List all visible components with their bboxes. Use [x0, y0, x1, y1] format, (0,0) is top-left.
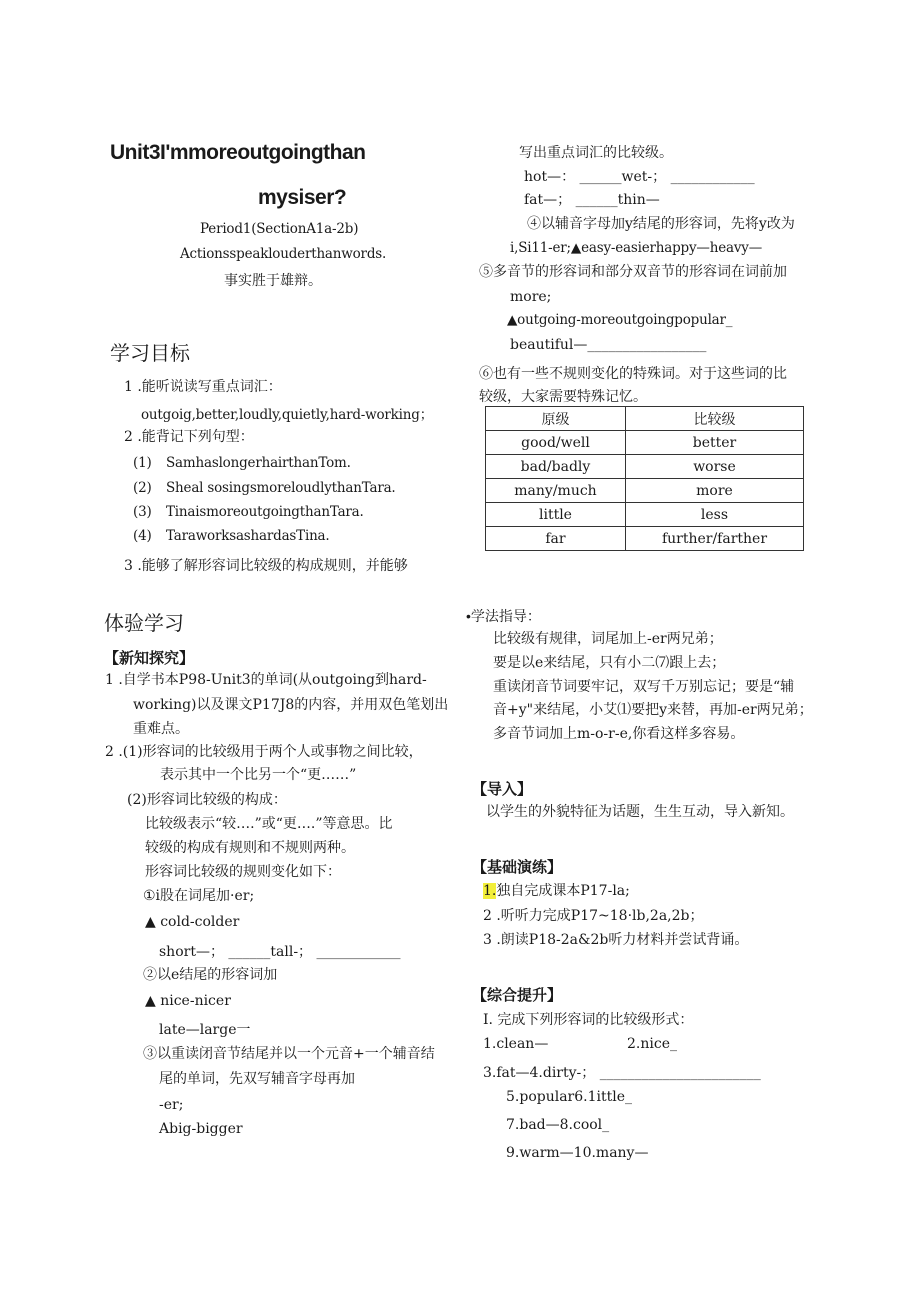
rule-text: ⑥也有一些不规则变化的特殊词。对于这些词的比	[479, 366, 787, 382]
exercise-item: 9.warm—10.many—	[506, 1145, 649, 1161]
table-row	[486, 527, 804, 551]
rule-text: ⑤多音节的形容词和部分双音节的形容词在词前加	[479, 264, 787, 280]
table-cell: better	[625, 431, 803, 455]
advanced-instructions: I. 完成下列形容词的比较级形式：	[483, 1012, 694, 1028]
sentence-text: Sheal sosingsmoreloudlythanTara.	[166, 480, 396, 496]
exercise-text: (2)形容词比较级的构成：	[127, 792, 287, 808]
intro-text: 以学生的外貌特征为话题，生生互动，导入新知。	[486, 804, 794, 820]
table-row	[486, 431, 804, 455]
sentence-number: (4)	[133, 528, 152, 544]
irregular-comparatives-table	[485, 406, 804, 551]
table-row	[486, 479, 804, 503]
exercise-text: 表示其中一个比另一个“更……”	[160, 767, 357, 783]
practice-item-text: 独自完成课本P17-la;	[496, 883, 630, 899]
practice-item: 3 .朗读P18-2a&2b听力材料并尝试背诵。	[483, 932, 749, 948]
sentence-text: SamhaslongerhairthanTom.	[166, 455, 351, 471]
exercise-text: 形容词比较级的规则变化如下：	[145, 864, 341, 880]
sentence-number: (1)	[133, 455, 152, 471]
goal-item-1: 1 .能听说读写重点词汇：	[124, 379, 282, 395]
rule-text: ②以e结尾的形容词加	[143, 967, 278, 983]
exercise-item: 7.bad—8.cool_	[506, 1117, 610, 1133]
exercise-text: 比较级表示“较….”或“更….”等意思。比	[145, 816, 393, 832]
exercise-item: 3.fat—4.dirty-； _______________________	[483, 1065, 761, 1081]
table-cell: little	[486, 503, 626, 527]
goal-vocabulary: outgoig,better,loudly,quietly,hard-working；	[141, 407, 434, 423]
sentence-number: (2)	[133, 480, 152, 496]
rule-example: ▲outgoing-moreoutgoingpopular_	[507, 312, 733, 328]
proverb-chinese: 事实胜于雄辩。	[224, 273, 322, 289]
intro-heading: 【导入】	[472, 781, 533, 798]
method-line: 比较级有规律，词尾加上-er两兄弟；	[493, 631, 723, 647]
fill-blank: beautiful—_________________	[510, 337, 707, 353]
rule-text: 较级，大家需要特殊记忆。	[479, 389, 647, 405]
table-cell: bad/badly	[486, 455, 626, 479]
experience-heading: 体验学习	[104, 613, 184, 635]
goals-heading: 学习目标	[110, 343, 190, 365]
sentence-text: TaraworksashardasTina.	[166, 528, 330, 544]
exercise-text: 2 .(1)形容词的比较级用于两个人或事物之间比较，	[105, 744, 423, 760]
method-line: 重读闭音节词要牢记，双写千万别忘记；要是“辅	[493, 679, 795, 695]
rule-text: 尾的单词，先双写辅音字母再加	[159, 1071, 355, 1087]
rule-example: Abig-bigger	[159, 1121, 243, 1137]
table-header: 原级	[486, 407, 626, 431]
table-cell: many/much	[486, 479, 626, 503]
new-knowledge-heading: 【新知探究】	[104, 650, 195, 667]
basic-practice-heading: 【基础演练】	[472, 859, 563, 876]
method-heading: •学法指导：	[466, 608, 541, 624]
table-cell: worse	[625, 455, 803, 479]
exercise-text: working)以及课文P17J8的内容，并用双色笔划出	[133, 697, 449, 713]
period-label: Period1(SectionA1a-2b)	[200, 221, 359, 237]
sentence-number: (3)	[133, 504, 152, 520]
sentence-text: TinaismoreoutgoingthanTara.	[166, 504, 364, 520]
method-line: 要是以e来结尾，只有小二⑺跟上去；	[493, 655, 726, 671]
table-header-row	[486, 407, 804, 431]
goal-item-2: 2 .能背记下列句型：	[124, 429, 254, 445]
table-row	[486, 503, 804, 527]
exercise-text: 重难点。	[133, 721, 189, 737]
rule-text: more;	[510, 289, 552, 305]
table-cell: further/farther	[625, 527, 803, 551]
exercise-item: 2.nice_	[627, 1036, 677, 1052]
page-title: Unit3I'mmoreoutgoingthan	[110, 141, 366, 164]
table-cell: less	[625, 503, 803, 527]
rule-text: -er;	[159, 1097, 184, 1113]
table-cell: more	[625, 479, 803, 503]
exercise-text: 较级的构成有规则和不规则两种。	[145, 840, 355, 856]
practice-item-number: 1.	[483, 883, 497, 899]
rule-text: ①i股在词尾加·er;	[143, 888, 255, 904]
fill-blank: fat—； ______thin—	[524, 192, 660, 208]
table-cell: far	[486, 527, 626, 551]
rule-example: i,Si11-er;▲easy-easierhappy—heavy—	[510, 240, 763, 256]
table-row	[486, 455, 804, 479]
exercise-item: 5.popular6.1ittle_	[506, 1089, 632, 1105]
fill-blank: hot—： ______wet-； ____________	[524, 169, 755, 185]
rule-text: ③以重读闭音节结尾并以一个元音+一个辅音结	[143, 1046, 435, 1062]
rule-text: 写出重点词汇的比较级。	[519, 145, 673, 161]
exercise-text: 1 .自学书本P98-Unit3的单词(从outgoing到hard-	[105, 672, 427, 688]
exercise-item: 1.clean—	[483, 1036, 549, 1052]
practice-item: 2 .听听力完成P17~18·lb,2a,2b；	[483, 908, 704, 924]
advanced-heading: 【综合提升】	[472, 987, 563, 1004]
method-line: 多音节词加上m-o-r-e,你看这样多容易。	[493, 726, 745, 742]
rule-example: ▲ nice-nicer	[145, 993, 231, 1009]
table-cell: good/well	[486, 431, 626, 455]
fill-blank: short—； ______tall-； ____________	[159, 944, 401, 960]
goal-item-3: 3 .能够了解形容词比较级的构成规则，并能够	[124, 558, 408, 574]
rule-example: ▲ cold-colder	[145, 914, 240, 930]
fill-blank: late—large一	[159, 1022, 251, 1038]
practice-item	[483, 882, 630, 900]
page-title-continued: mysiser?	[258, 186, 347, 209]
table-header: 比较级	[625, 407, 803, 431]
rule-text: ④以辅音字母加y结尾的形容词，先将y改为	[527, 216, 795, 232]
proverb-english: Actionsspeaklouderthanwords.	[180, 246, 387, 262]
method-line: 音+y"来结尾，小艾⑴要把y来替，再加-er两兄弟；	[493, 702, 813, 718]
